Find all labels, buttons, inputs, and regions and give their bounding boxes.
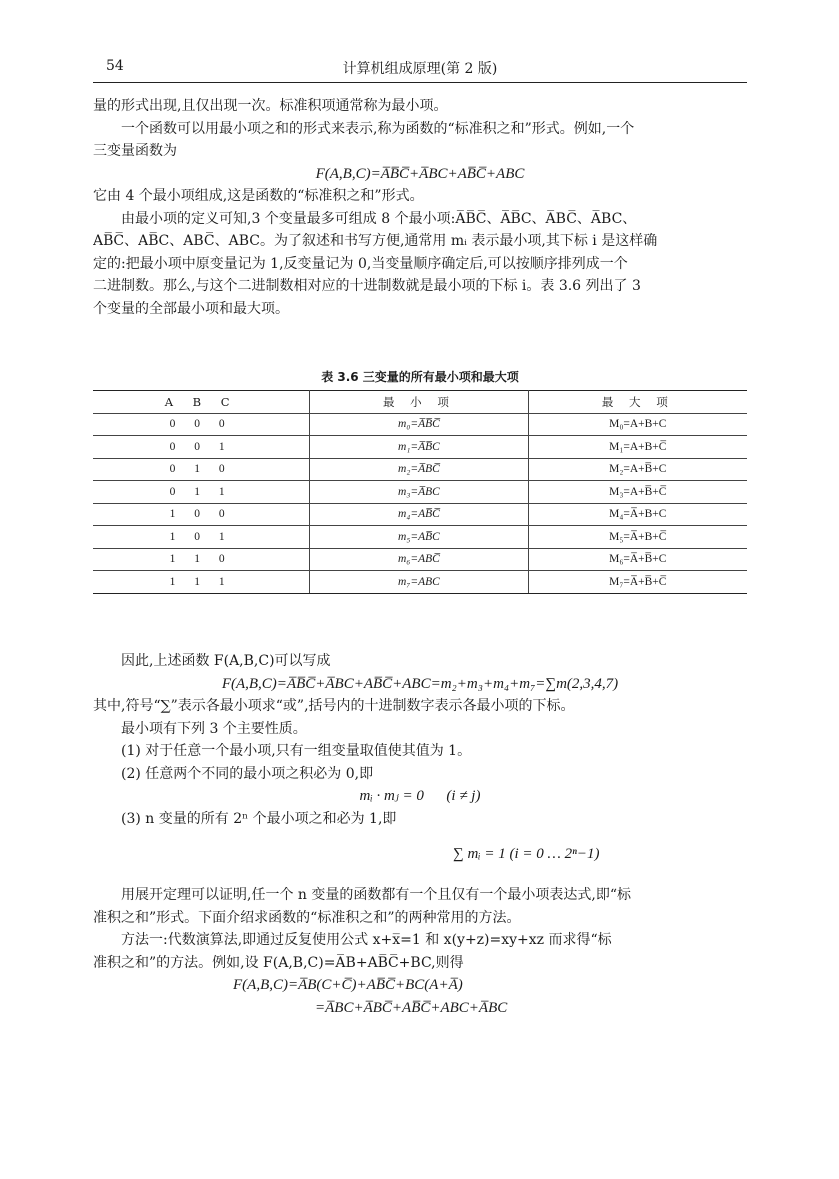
minterm-cell: m₅=AB̅C [310, 526, 528, 549]
equation: F(A,B,C)=A̅B̅C̅+A̅BC+AB̅C̅+ABC [315, 165, 525, 182]
paragraph-line: (1) 对于任意一个最小项,只有一组变量取值使其值为 1。 [121, 743, 472, 759]
maxterm-cell: M₂=A+B̅+C [528, 458, 747, 481]
page-number: 54 [106, 58, 124, 74]
equation: mᵢ · mⱼ = 0 (i ≠ j) [359, 788, 481, 804]
paragraph-line: 因此,上述函数 F(A,B,C)可以写成 [121, 653, 331, 669]
maxterm-cell: M₇=A̅+B̅+C̅ [528, 571, 747, 594]
table-row [93, 481, 747, 504]
maxterm-cell: M₁=A+B+C̅ [528, 436, 747, 459]
table-caption: 表 3.6 三变量的所有最小项和最大项 [321, 370, 519, 384]
paragraph-line: 准积之和”形式。下面介绍求函数的“标准积之和”的两种常用的方法。 [93, 909, 521, 926]
paragraph-line: (3) n 变量的所有 2ⁿ 个最小项之和必为 1,即 [121, 810, 397, 827]
summation-equation [93, 830, 747, 884]
equation: F(A,B,C)=A̅B̅C̅+A̅BC+AB̅C̅+ABC=m₂+m₃+m₄+m₇=∑m(2,3,4,7) [221, 675, 619, 692]
paragraph-line: 准积之和”的方法。例如,设 F(A,B,C)=A̅B+AB̅C̅+BC,则得 [93, 954, 464, 971]
minterm-cell: m₆=ABC̅ [310, 548, 528, 571]
paragraph-line: 三变量函数为 [93, 143, 177, 159]
paragraph-line: 个变量的全部最小项和最大项。 [93, 300, 289, 317]
maxterm-cell: M₅=A̅+B+C̅ [528, 526, 747, 549]
body-text-continued [93, 650, 747, 1019]
minterm-cell: m₄=AB̅C̅ [310, 503, 528, 526]
column-header-maxterm: 最 大 项 [528, 391, 747, 414]
paragraph-line: (2) 任意两个不同的最小项之积必为 0,即 [121, 765, 374, 782]
table-row [93, 571, 747, 594]
paragraph-line: 二进制数。那么,与这个二进制数相对应的十进制数就是最小项的下标 i。表 3.6 列出了 3 [93, 278, 641, 294]
table-row [93, 413, 747, 436]
abc-cell: 0 0 0 [93, 413, 310, 436]
equation: F(A,B,C)=A̅B(C+C̅)+AB̅C̅+BC(A+A̅) [233, 977, 463, 993]
paragraph-line: 一个函数可以用最小项之和的形式来表示,称为函数的“标准积之和”形式。例如,一个 [121, 120, 635, 137]
table-row [93, 503, 747, 526]
abc-cell: 1 0 1 [93, 526, 310, 549]
table-header-row [93, 391, 747, 414]
table-row [93, 526, 747, 549]
abc-cell: 1 0 0 [93, 503, 310, 526]
minterm-maxterm-table [93, 390, 747, 594]
minterm-cell: m₃=A̅BC [310, 481, 528, 504]
table-row [93, 458, 747, 481]
minterm-cell: m₀=A̅B̅C̅ [310, 413, 528, 436]
maxterm-cell: M₃=A+B̅+C̅ [528, 481, 747, 504]
abc-cell: 0 1 1 [93, 481, 310, 504]
table-row [93, 436, 747, 459]
abc-cell: 1 1 1 [93, 571, 310, 594]
abc-cell: 0 1 0 [93, 458, 310, 481]
paragraph-line: AB̅C̅、AB̅C、ABC̅、ABC。为了叙述和书写方便,通常用 mᵢ 表示最小项,其下标 i 是这样确 [93, 233, 658, 249]
maxterm-cell: M₄=A̅+B+C [528, 503, 747, 526]
summation-formula: ∑ mᵢ = 1 (i = 0 … 2ⁿ−1) [453, 846, 600, 862]
maxterm-cell: M₀=A+B+C [528, 413, 747, 436]
column-header-abc: A B C [93, 391, 310, 414]
abc-cell: 0 0 1 [93, 436, 310, 459]
equation: =A̅BC+A̅BC̅+AB̅C̅+ABC+A̅BC [315, 999, 508, 1016]
body-text [93, 95, 747, 320]
book-title: 计算机组成原理(第 2 版) [342, 61, 498, 77]
paragraph-line: 量的形式出现,且仅出现一次。标准积项通常称为最小项。 [93, 98, 448, 114]
paragraph-line: 最小项有下列 3 个主要性质。 [121, 720, 307, 737]
paragraph-line: 由最小项的定义可知,3 个变量最多可组成 8 个最小项:A̅B̅C̅、A̅B̅C、A̅BC̅、A̅BC、 [121, 210, 637, 227]
paragraph-line: 定的:把最小项中原变量记为 1,反变量记为 0,当变量顺序确定后,可以按顺序排列成一个 [93, 255, 628, 272]
column-header-minterm: 最 小 项 [310, 391, 528, 414]
paragraph-line: 方法一:代数演算法,即通过反复使用公式 x+x̅=1 和 x(y+z)=xy+xz 而求得“标 [121, 932, 612, 948]
paragraph-line: 其中,符号“∑”表示各最小项求“或”,括号内的十进制数字表示各最小项的下标。 [93, 698, 575, 714]
minterm-cell: m₂=A̅BC̅ [310, 458, 528, 481]
paragraph-line: 它由 4 个最小项组成,这是函数的“标准积之和”形式。 [93, 188, 424, 204]
page-header [93, 54, 747, 83]
table-row [93, 548, 747, 571]
abc-cell: 1 1 0 [93, 548, 310, 571]
paragraph-line: 用展开定理可以证明,任一个 n 变量的函数都有一个且仅有一个最小项表达式,即“标 [121, 887, 631, 903]
maxterm-cell: M₆=A̅+B̅+C [528, 548, 747, 571]
minterm-cell: m₁=A̅B̅C [310, 436, 528, 459]
minterm-cell: m₇=ABC [310, 571, 528, 594]
